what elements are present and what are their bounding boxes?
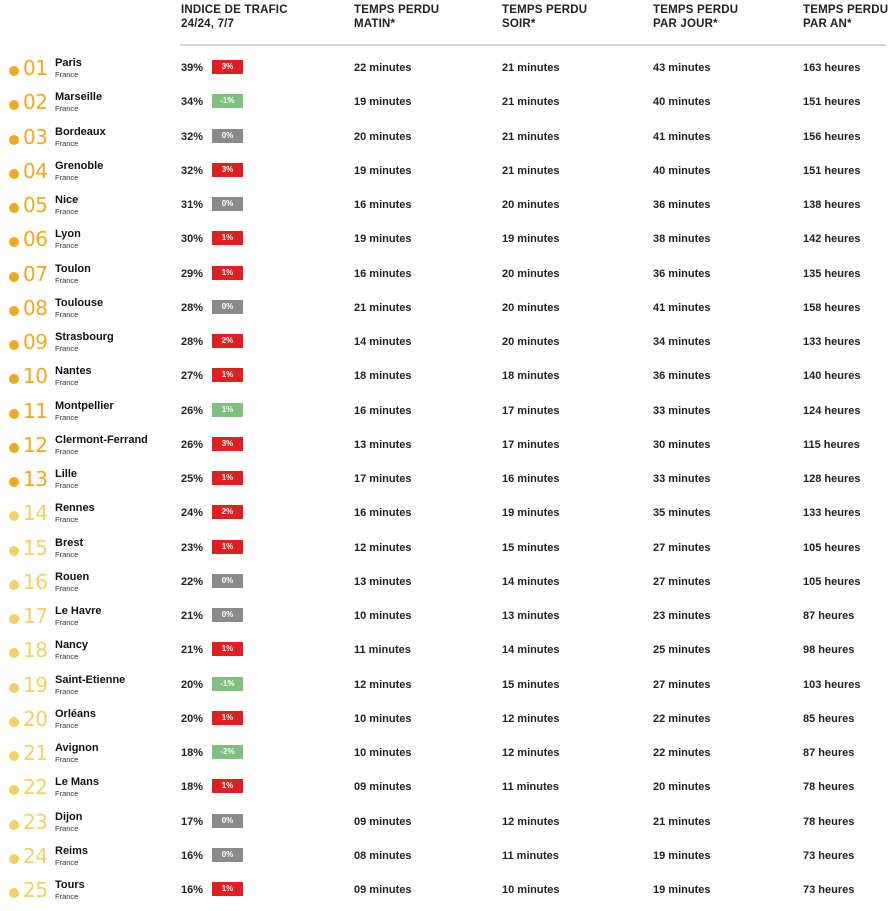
city-name: Toulouse [55, 296, 104, 309]
change-badge: 1% [212, 403, 243, 417]
change-badge: 0% [212, 129, 243, 143]
morning-time: 16 minutes [354, 404, 412, 417]
change-badge: 1% [212, 779, 243, 793]
day-time: 27 minutes [653, 575, 711, 588]
evening-time: 20 minutes [502, 336, 560, 348]
table-row [0, 843, 895, 877]
change-badge: 3% [212, 163, 243, 177]
rank-dot [9, 683, 19, 693]
header-year [803, 3, 888, 31]
day-time: 40 minutes [653, 96, 711, 109]
morning-time: 19 minutes [354, 233, 412, 246]
day-time: 19 minutes [653, 884, 711, 896]
rank-number: 07 [23, 261, 48, 286]
evening-time: 14 minutes [502, 575, 560, 588]
evening-time: 21 minutes [502, 96, 560, 109]
morning-time: 09 minutes [354, 815, 412, 828]
country-name: France [55, 652, 79, 662]
evening-time: 21 minutes [502, 164, 560, 177]
evening-time: 15 minutes [502, 678, 560, 691]
rank-number: 15 [23, 535, 48, 560]
evening-time: 12 minutes [502, 815, 560, 828]
rank-dot [9, 511, 19, 521]
evening-time: 20 minutes [502, 301, 560, 314]
rank-number: 05 [23, 193, 48, 217]
table-row [0, 89, 895, 123]
day-time: 35 minutes [653, 507, 711, 520]
rank-dot [9, 580, 19, 590]
morning-time: 17 minutes [354, 473, 412, 485]
year-time: 115 heures [803, 438, 860, 451]
rank-number: 17 [23, 604, 48, 628]
city-name: Saint-Etienne [55, 673, 126, 686]
year-time: 73 heures [803, 884, 855, 896]
country-name: France [55, 241, 79, 251]
evening-time: 20 minutes [502, 267, 560, 280]
city-name: Avignon [55, 742, 99, 754]
rank-number: 16 [23, 569, 48, 594]
city-name: Dijon [55, 810, 83, 823]
rank-dot [9, 169, 19, 179]
congestion-level: 39% [181, 62, 204, 74]
rank-dot [9, 614, 19, 624]
rank-dot [9, 443, 19, 453]
change-badge: 0% [212, 574, 243, 588]
change-badge: 3% [212, 437, 243, 451]
congestion-level: 21% [181, 644, 204, 657]
morning-time: 16 minutes [354, 267, 412, 280]
year-time: 105 heures [803, 541, 861, 554]
rank-dot [9, 888, 19, 898]
table-row [0, 637, 895, 671]
evening-time: 10 minutes [502, 884, 560, 896]
change-badge: 1% [212, 711, 243, 725]
country-name: France [55, 378, 79, 388]
morning-time: 16 minutes [354, 507, 412, 520]
rank-dot [9, 374, 19, 384]
city-name: Paris [55, 57, 82, 69]
morning-time: 14 minutes [354, 336, 412, 348]
table-row [0, 295, 895, 329]
year-time: 133 heures [803, 507, 861, 520]
day-time: 36 minutes [653, 267, 711, 280]
city-name: Montpellier [55, 399, 114, 412]
evening-time: 20 minutes [502, 199, 560, 211]
change-badge: 0% [212, 608, 243, 622]
change-badge: 3% [212, 60, 243, 74]
country-name: France [55, 515, 79, 525]
congestion-level: 28% [181, 301, 204, 314]
country-name: France [55, 583, 79, 593]
rank-dot [9, 237, 19, 247]
year-time: 158 heures [803, 301, 861, 314]
city-name: Marseille [55, 91, 103, 104]
congestion-level: 20% [181, 678, 204, 691]
table-row [0, 226, 895, 260]
city-name: Nice [55, 194, 79, 206]
congestion-level: 24% [181, 507, 204, 520]
day-time: 41 minutes [653, 301, 711, 314]
day-time: 41 minutes [653, 130, 711, 143]
header-divider [180, 44, 886, 46]
congestion-level: 20% [181, 712, 204, 725]
year-time: 78 heures [803, 815, 855, 828]
table-row [0, 192, 895, 226]
country-name: France [55, 446, 79, 456]
evening-time: 14 minutes [502, 644, 560, 657]
rank-dot [9, 409, 19, 419]
change-badge: 0% [212, 848, 243, 862]
rank-number: 10 [23, 364, 48, 389]
congestion-level: 16% [181, 849, 204, 862]
rank-number: 24 [23, 843, 48, 868]
rank-dot [9, 546, 19, 556]
city-name: Toulon [55, 262, 91, 275]
change-badge: -1% [212, 94, 243, 108]
evening-time: 17 minutes [502, 404, 560, 417]
day-time: 43 minutes [653, 62, 711, 74]
year-time: 133 heures [803, 336, 861, 348]
rank-dot [9, 100, 19, 110]
table-row [0, 398, 895, 432]
morning-time: 11 minutes [354, 644, 411, 657]
evening-time: 15 minutes [502, 541, 560, 554]
header-congestion-line2: 24/24, 7/7 [181, 18, 235, 30]
evening-time: 17 minutes [502, 438, 560, 451]
congestion-level: 32% [181, 164, 204, 177]
city-name: Lyon [55, 228, 81, 241]
morning-time: 19 minutes [354, 164, 412, 177]
header-day-line2: PAR JOUR* [653, 18, 718, 30]
morning-time: 10 minutes [354, 610, 412, 622]
rank-dot [9, 717, 19, 727]
city-name: Grenoble [55, 159, 104, 172]
year-time: 151 heures [803, 96, 861, 109]
country-name: France [55, 207, 79, 216]
table-row [0, 329, 895, 363]
evening-time: 19 minutes [502, 507, 560, 520]
morning-time: 13 minutes [354, 438, 412, 451]
rank-dot [9, 751, 19, 761]
evening-time: 21 minutes [502, 130, 560, 143]
congestion-level: 18% [181, 781, 204, 794]
table-row [0, 809, 895, 843]
year-time: 87 heures [803, 610, 855, 622]
table-row [0, 877, 895, 911]
rank-number: 01 [23, 56, 48, 80]
congestion-level: 34% [181, 96, 204, 109]
day-time: 38 minutes [653, 233, 711, 246]
city-name: Le Havre [55, 605, 102, 617]
rank-number: 03 [23, 124, 48, 149]
city-name: Tours [55, 879, 85, 891]
rank-dot [9, 340, 19, 350]
year-time: 105 heures [803, 575, 861, 588]
country-name: France [55, 309, 79, 319]
day-time: 27 minutes [653, 678, 711, 691]
morning-time: 09 minutes [354, 781, 412, 794]
country-name: France [55, 549, 79, 559]
year-time: 135 heures [803, 267, 861, 280]
year-time: 87 heures [803, 747, 855, 759]
day-time: 25 minutes [653, 644, 711, 657]
rank-dot [9, 272, 19, 282]
day-time: 36 minutes [653, 370, 711, 383]
change-badge: -1% [212, 677, 243, 691]
day-time: 21 minutes [653, 815, 711, 828]
country-name: France [55, 138, 79, 148]
change-badge: 0% [212, 197, 243, 211]
change-badge: 1% [212, 882, 243, 896]
congestion-level: 18% [181, 747, 204, 759]
country-name: France [55, 172, 79, 182]
rank-number: 20 [23, 706, 48, 731]
year-time: 156 heures [803, 130, 861, 143]
header-evening [502, 3, 587, 31]
morning-time: 10 minutes [354, 747, 412, 759]
morning-time: 10 minutes [354, 712, 412, 725]
congestion-level: 28% [181, 336, 204, 348]
rank-dot [9, 820, 19, 830]
day-time: 22 minutes [653, 747, 711, 759]
rank-number: 22 [23, 775, 48, 800]
congestion-level: 26% [181, 438, 204, 451]
table-row [0, 535, 895, 569]
morning-time: 21 minutes [354, 301, 412, 314]
table-row [0, 261, 895, 295]
rank-number: 13 [23, 467, 48, 491]
congestion-level: 29% [181, 267, 204, 280]
change-badge: 1% [212, 368, 243, 382]
morning-time: 09 minutes [354, 884, 412, 896]
rank-number: 18 [23, 638, 48, 663]
day-time: 36 minutes [653, 199, 711, 211]
change-badge: 1% [212, 231, 243, 245]
evening-time: 19 minutes [502, 233, 560, 246]
congestion-level: 31% [181, 199, 204, 211]
evening-time: 18 minutes [502, 370, 560, 383]
morning-time: 12 minutes [354, 541, 412, 554]
header-year-line1: TEMPS PERDU [803, 4, 889, 16]
day-time: 33 minutes [653, 473, 711, 485]
day-time: 34 minutes [653, 336, 711, 348]
year-time: 85 heures [803, 712, 855, 725]
change-badge: 0% [212, 814, 243, 828]
day-time: 27 minutes [653, 541, 711, 554]
table-row [0, 603, 895, 637]
day-time: 23 minutes [653, 610, 711, 622]
country-name: France [55, 412, 79, 422]
day-time: 19 minutes [653, 849, 711, 862]
city-name: Clermont-Ferrand [55, 433, 148, 446]
congestion-level: 17% [181, 815, 204, 828]
morning-time: 19 minutes [354, 96, 412, 109]
rank-dot [9, 854, 19, 864]
country-name: France [55, 892, 79, 901]
year-time: 124 heures [803, 404, 861, 417]
header-day-line1: TEMPS PERDU [653, 4, 739, 16]
table-row [0, 500, 895, 534]
morning-time: 20 minutes [354, 130, 412, 143]
change-badge: 1% [212, 471, 243, 485]
year-time: 78 heures [803, 781, 855, 794]
table-row [0, 706, 895, 740]
header-congestion [181, 3, 288, 31]
day-time: 30 minutes [653, 438, 711, 451]
congestion-level: 21% [181, 610, 204, 622]
rank-number: 25 [23, 878, 48, 902]
header-morning-line1: TEMPS PERDU [354, 4, 440, 16]
table-row [0, 672, 895, 706]
evening-time: 21 minutes [502, 62, 560, 74]
city-name: Rouen [55, 570, 90, 583]
country-name: France [55, 789, 79, 799]
table-row [0, 569, 895, 603]
header-morning [354, 3, 439, 31]
rank-number: 09 [23, 330, 48, 354]
rank-dot [9, 306, 19, 316]
country-name: France [55, 618, 79, 627]
city-name: Rennes [55, 502, 95, 515]
country-name: France [55, 755, 79, 764]
country-name: France [55, 686, 79, 696]
country-name: France [55, 70, 79, 79]
city-name: Strasbourg [55, 331, 114, 343]
change-badge: -2% [212, 745, 243, 759]
country-name: France [55, 344, 79, 353]
congestion-level: 32% [181, 130, 204, 143]
year-time: 163 heures [803, 62, 861, 74]
evening-time: 12 minutes [502, 747, 560, 759]
header-evening-line2: SOIR* [502, 18, 536, 30]
change-badge: 1% [212, 642, 243, 656]
table-row [0, 158, 895, 192]
rank-number: 23 [23, 809, 48, 834]
morning-time: 13 minutes [354, 575, 412, 588]
rank-dot [9, 477, 19, 487]
day-time: 40 minutes [653, 164, 711, 177]
change-badge: 2% [212, 334, 243, 348]
table-row [0, 774, 895, 808]
congestion-level: 22% [181, 575, 204, 588]
header-year-line2: PAR AN* [803, 18, 852, 30]
year-time: 142 heures [803, 233, 861, 246]
city-name: Brest [55, 536, 84, 549]
evening-time: 11 minutes [502, 849, 559, 862]
day-time: 33 minutes [653, 404, 711, 417]
table-row [0, 432, 895, 466]
country-name: France [55, 823, 79, 833]
rank-number: 11 [23, 398, 48, 423]
city-name: Nantes [55, 365, 92, 378]
morning-time: 08 minutes [354, 849, 412, 862]
city-name: Le Mans [55, 776, 100, 789]
congestion-level: 30% [181, 233, 204, 246]
rank-number: 04 [23, 158, 48, 183]
year-time: 73 heures [803, 849, 855, 862]
header-day [653, 3, 738, 31]
evening-time: 12 minutes [502, 712, 560, 725]
rank-number: 12 [23, 432, 48, 457]
year-time: 138 heures [803, 199, 861, 211]
city-name: Bordeaux [55, 125, 106, 138]
rank-dot [9, 203, 19, 213]
year-time: 128 heures [803, 473, 861, 485]
congestion-level: 16% [181, 884, 204, 896]
table-row [0, 740, 895, 774]
day-time: 20 minutes [653, 781, 711, 794]
morning-time: 22 minutes [354, 62, 412, 74]
congestion-level: 25% [181, 473, 204, 485]
table-header [0, 0, 895, 44]
change-badge: 1% [212, 540, 243, 554]
year-time: 140 heures [803, 370, 861, 383]
rank-number: 14 [23, 501, 48, 526]
country-name: France [55, 857, 79, 867]
table-row [0, 466, 895, 500]
change-badge: 0% [212, 300, 243, 314]
rank-number: 06 [23, 227, 48, 252]
evening-time: 16 minutes [502, 473, 560, 485]
table-row [0, 124, 895, 158]
year-time: 98 heures [803, 644, 855, 657]
congestion-level: 23% [181, 541, 204, 554]
rank-number: 02 [23, 90, 48, 115]
rank-dot [9, 785, 19, 795]
congestion-level: 27% [181, 370, 204, 383]
change-badge: 2% [212, 505, 243, 519]
city-name: Nancy [55, 639, 89, 652]
header-morning-line2: MATIN* [354, 18, 396, 30]
header-congestion-line1: INDICE DE TRAFIC [181, 4, 288, 16]
congestion-level: 26% [181, 404, 204, 417]
country-name: France [55, 481, 79, 490]
evening-time: 11 minutes [502, 781, 559, 794]
rank-dot [9, 135, 19, 145]
table-row [0, 363, 895, 397]
year-time: 151 heures [803, 164, 861, 177]
table-row [0, 55, 895, 89]
country-name: France [55, 720, 79, 730]
change-badge: 1% [212, 266, 243, 280]
country-name: France [55, 275, 79, 285]
morning-time: 16 minutes [354, 199, 412, 211]
city-name: Reims [55, 844, 89, 857]
morning-time: 18 minutes [354, 370, 412, 383]
rank-dot [9, 648, 19, 658]
city-name: Orléans [55, 707, 96, 720]
year-time: 103 heures [803, 678, 861, 691]
rank-number: 08 [23, 295, 48, 320]
header-evening-line1: TEMPS PERDU [502, 4, 588, 16]
country-name: France [55, 104, 79, 114]
rank-dot [9, 66, 19, 76]
city-name: Lille [55, 468, 78, 480]
day-time: 22 minutes [653, 712, 711, 725]
rank-number: 19 [23, 672, 48, 697]
rank-number: 21 [23, 741, 48, 765]
morning-time: 12 minutes [354, 678, 412, 691]
evening-time: 13 minutes [502, 610, 560, 622]
